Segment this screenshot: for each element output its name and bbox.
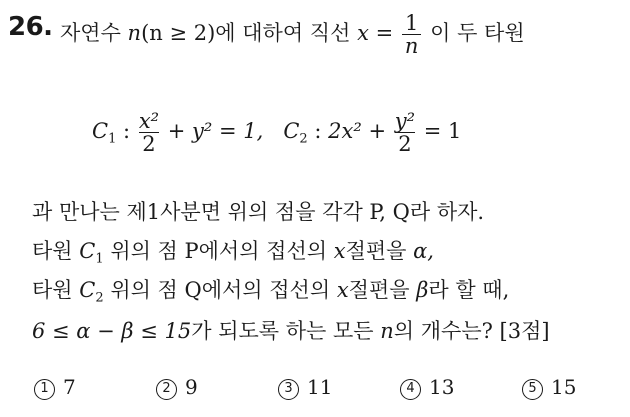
intro-suffix: 이 두 타원 [430, 21, 525, 46]
choice-3-value: 11 [307, 375, 333, 399]
line3-x-variable: x [336, 278, 349, 302]
choice-2[interactable] [156, 375, 198, 400]
line4-middle: 가 되도록 하는 모든 [191, 319, 374, 343]
choice-2-value: 9 [185, 375, 198, 399]
intro-var-n: n [127, 21, 142, 46]
question-line-4 [32, 315, 550, 345]
choice-3-mark: 3 [278, 379, 299, 400]
fraction-denominator: n [402, 34, 422, 57]
choice-2-mark: 2 [156, 379, 177, 400]
line3-c2-subscript: 2 [95, 290, 104, 306]
ellipse-c2-subscript: 2 [299, 131, 308, 147]
intro-prefix: 자연수 [60, 21, 121, 46]
line2-ellipse-c1: C [79, 239, 96, 263]
choice-5-value: 15 [551, 375, 577, 399]
line2-body: 위의 점 P에서의 접선의 [110, 239, 328, 263]
choice-1[interactable] [34, 375, 76, 400]
c2-equation-rest: = 1 [423, 119, 462, 144]
ellipse-c1-subscript: 1 [108, 131, 117, 147]
choice-4[interactable] [400, 375, 454, 400]
line3-body: 위의 점 Q에서의 접선의 [110, 278, 331, 302]
ellipse-equations [92, 110, 461, 155]
c2-fraction [395, 110, 415, 155]
question-line-3 [32, 274, 509, 304]
line2-prefix: 타원 [32, 239, 73, 263]
choice-1-mark: 1 [34, 379, 55, 400]
c1-fraction-denominator: 2 [139, 132, 159, 155]
question-line-1: 과 만나는 제1사분면 위의 점을 각각 P, Q라 하자. [32, 200, 485, 224]
ellipse-c2-label: C [283, 119, 300, 144]
line4-end: 의 개수는? [3점] [393, 319, 550, 343]
question-intro-line [60, 12, 525, 57]
one-over-n-fraction [402, 12, 422, 57]
fraction-numerator: 1 [404, 11, 419, 35]
line4-n-variable: n [380, 319, 394, 343]
equals-sign: = [375, 21, 394, 46]
ellipse-c1-label: C [92, 119, 109, 144]
choice-1-value: 7 [63, 375, 76, 399]
line3-intercept-text: 절편을 [348, 278, 410, 302]
choice-5-mark: 5 [522, 379, 543, 400]
line3-beta: β [416, 278, 429, 302]
c1-fraction-numerator: x² [138, 109, 160, 133]
line4-inequality: 6 ≤ α − β ≤ 15 [32, 319, 192, 343]
question-number: 26. [8, 12, 53, 42]
c2-fraction-denominator: 2 [395, 132, 415, 155]
choice-4-value: 13 [429, 375, 455, 399]
c1-colon: : [123, 119, 131, 144]
c2-equation-lhs: 2x² + [328, 119, 387, 144]
line3-prefix: 타원 [32, 278, 73, 302]
c2-fraction-numerator: y² [394, 109, 416, 133]
c1-equation-rest: + y² = 1, [167, 119, 264, 144]
choice-4-mark: 4 [400, 379, 421, 400]
choice-5[interactable] [522, 375, 576, 400]
c1-fraction [139, 110, 159, 155]
line2-x-variable: x [333, 239, 346, 263]
line-variable-x: x [357, 21, 369, 46]
question-line-2 [32, 235, 434, 265]
line3-ellipse-c2: C [79, 278, 96, 302]
line2-intercept-text: 절편을 [345, 239, 407, 263]
line2-alpha: α, [413, 239, 434, 263]
choice-3[interactable] [278, 375, 332, 400]
line3-end: 라 할 때, [428, 278, 510, 302]
c2-colon: : [314, 119, 322, 144]
intro-condition: (n ≥ 2) [141, 21, 216, 46]
intro-middle: 에 대하여 직선 [215, 21, 351, 46]
line2-c1-subscript: 1 [95, 251, 104, 267]
